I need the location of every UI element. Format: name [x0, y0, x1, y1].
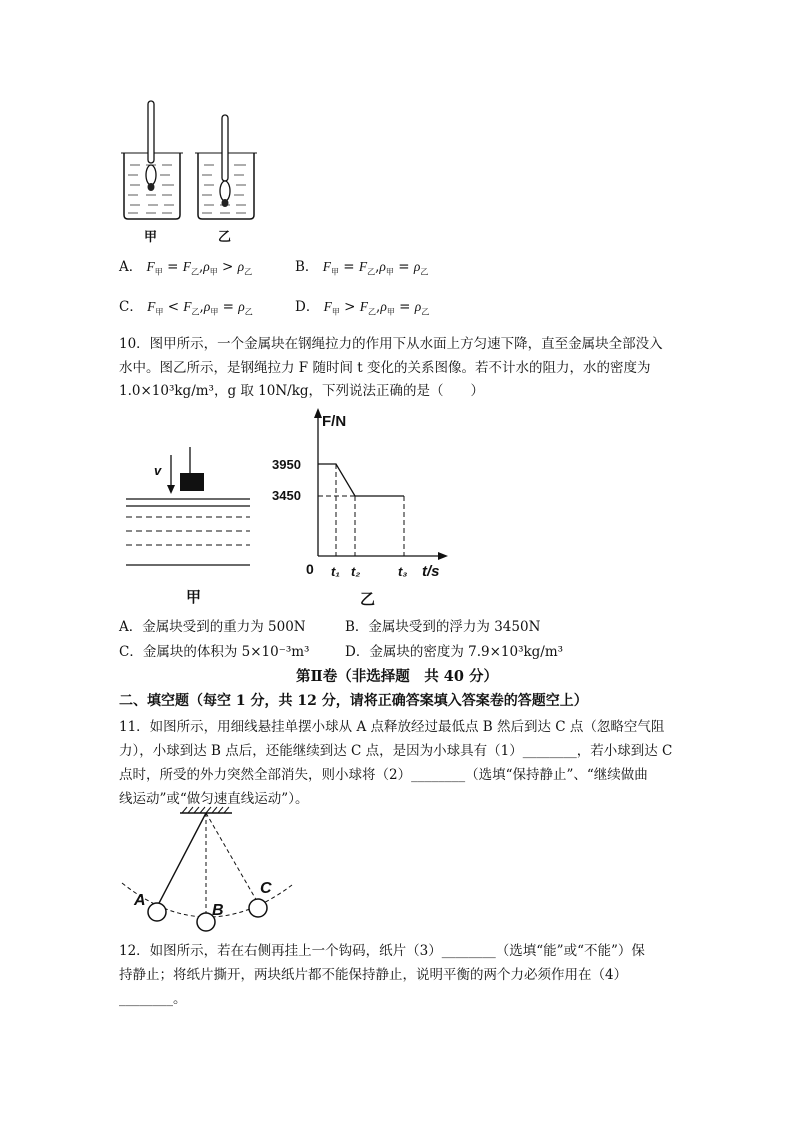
q11-line-2: 力），小球到达 B 点后，还能继续到达 C 点，是因为小球具有（1）________，若小球到达 C	[119, 743, 673, 759]
label-a: A	[134, 892, 146, 909]
string-a	[157, 813, 206, 907]
label-b: B	[212, 902, 224, 919]
q10-stem-line-3: 1.0×10³kg/m³，g 取 10N/kg，下列说法正确的是（ ）	[119, 383, 485, 399]
q11-line-1: 11．如图所示，用细线悬挂单摆小球从 A 点释放经过最低点 B 然后到达 C 点（忽略空气阻	[119, 719, 665, 735]
beaker-yi	[195, 115, 257, 219]
y-axis-label: F/N	[322, 413, 347, 430]
q11-pendulum-figure	[112, 805, 307, 935]
q10-option-b: B．金属块受到的浮力为 3450N	[345, 619, 541, 635]
fig-label-yi-10: 乙	[360, 591, 376, 608]
beaker-jia	[121, 101, 183, 219]
q11-line-4: 线运动”或“做匀速直线运动”）。	[119, 791, 309, 807]
q10-option-a: A．金属块受到的重力为 500N	[119, 619, 306, 635]
section-title: 第Ⅱ卷（非选择题 共 40 分）	[296, 668, 498, 685]
q10-option-c: C．金属块的体积为 5×10⁻³m³	[119, 644, 310, 660]
q12-line-1: 12．如图所示，若在右侧再挂上一个钩码，纸片（3）________（选填“能”或“不能”）保	[119, 943, 645, 959]
q9-option-c: C． $F_甲 < F_乙,\rho_甲 = \rho_乙$	[119, 299, 253, 317]
q11-line-3: 点时，所受的外力突然全部消失，则小球将（2）________（选填“保持静止”、“继续做曲	[119, 767, 648, 783]
q9-beaker-figure	[118, 95, 258, 245]
fig-label-yi: 乙	[218, 229, 232, 244]
x-tick-t2: t₂	[351, 564, 361, 579]
x-tick-t3: t₃	[398, 564, 408, 579]
string-c	[206, 813, 258, 903]
force-curve	[318, 464, 404, 496]
q10-ft-graph	[268, 408, 458, 608]
origin-label: 0	[306, 561, 314, 577]
x-axis-label: t/s	[422, 563, 440, 580]
y-tick-3450: 3450	[272, 488, 301, 503]
ball-c	[249, 899, 267, 917]
q10-stem-line-1: 10．图甲所示，一个金属块在钢绳拉力的作用下从水面上方匀速下降，直至金属块全部没入	[119, 336, 663, 352]
velocity-label: v	[154, 463, 162, 478]
fig-label-jia: 甲	[144, 229, 158, 244]
label-c: C	[260, 880, 272, 897]
x-tick-t1: t₁	[331, 564, 340, 579]
metal-block	[180, 473, 204, 491]
fig-label-jia-10: 甲	[186, 589, 202, 606]
q12-line-3: ________。	[119, 991, 187, 1007]
section-heading: 二、填空题（每空 1 分，共 12 分，请将正确答案填入答案卷的答题空上）	[119, 693, 588, 709]
ball-a	[148, 903, 166, 921]
q12-line-2: 持静止；将纸片撕开，两块纸片都不能保持静止，说明平衡的两个力必须作用在（4）	[119, 967, 628, 983]
q10-figure-jia	[122, 445, 257, 610]
q9-option-d: D． $F_甲 > F_乙,\rho_甲 = \rho_乙$	[295, 299, 430, 317]
q10-option-d: D．金属块的密度为 7.9×10³kg/m³	[345, 644, 564, 660]
q9-option-a: A． $F_甲 = F_乙,\rho_甲 > \rho_乙$	[119, 259, 253, 277]
y-tick-3950: 3950	[272, 457, 301, 472]
q9-option-b: B． $F_甲 = F_乙,\rho_甲 = \rho_乙$	[295, 259, 429, 277]
q10-stem-line-2: 水中。图乙所示，是钢绳拉力 F 随时间 t 变化的关系图像。若不计水的阻力，水的密度为	[119, 360, 651, 376]
